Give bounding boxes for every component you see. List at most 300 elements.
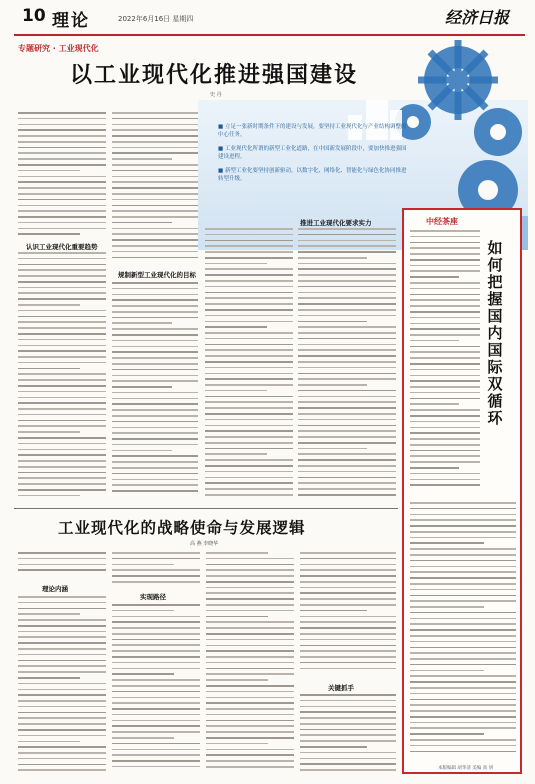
text-line	[206, 737, 294, 739]
text-line	[205, 240, 293, 242]
body-column	[112, 282, 198, 502]
text-line	[18, 495, 80, 497]
text-line	[205, 338, 293, 340]
text-line	[410, 270, 480, 272]
text-line	[298, 332, 396, 334]
text-line	[18, 310, 106, 312]
text-line	[112, 135, 198, 137]
text-line	[410, 531, 516, 533]
text-line	[410, 618, 516, 620]
text-line	[300, 610, 367, 612]
text-line	[18, 631, 106, 633]
text-line	[18, 660, 106, 662]
text-line	[206, 581, 294, 583]
body-column	[298, 228, 396, 502]
text-line	[18, 454, 106, 456]
text-line	[298, 263, 396, 265]
body-column	[112, 112, 198, 266]
text-line	[300, 575, 396, 577]
sidebar-body	[410, 502, 516, 760]
text-line	[410, 455, 480, 457]
text-line	[410, 259, 480, 261]
text-line	[298, 349, 396, 351]
text-line	[298, 280, 396, 282]
text-line	[298, 303, 396, 305]
text-line	[205, 396, 293, 398]
body-column	[18, 252, 106, 502]
text-line	[300, 633, 396, 635]
text-line	[112, 112, 198, 114]
text-line	[410, 508, 516, 510]
text-line	[410, 276, 459, 278]
text-line	[18, 269, 106, 271]
text-line	[112, 650, 200, 652]
text-line	[298, 268, 396, 270]
text-line	[410, 450, 480, 452]
title-char: 国	[487, 307, 503, 325]
text-line	[410, 595, 516, 597]
text-line	[112, 147, 198, 149]
text-line	[112, 288, 198, 290]
text-line	[18, 350, 106, 352]
text-line	[18, 339, 106, 341]
text-line	[205, 344, 293, 346]
text-line	[18, 158, 106, 160]
text-line	[112, 415, 198, 417]
text-line	[410, 542, 484, 544]
text-line	[298, 240, 396, 242]
second-byline: 高 燕 李晓华	[190, 541, 219, 547]
text-line	[410, 670, 484, 672]
text-line	[112, 685, 200, 687]
text-line	[205, 448, 293, 450]
text-line	[410, 629, 516, 631]
text-line	[298, 309, 396, 311]
text-line	[205, 361, 293, 363]
text-line	[18, 729, 106, 731]
text-line	[410, 299, 480, 301]
text-line	[206, 656, 294, 658]
text-line	[298, 436, 396, 438]
text-line	[205, 321, 293, 323]
text-line	[112, 569, 200, 571]
text-line	[205, 367, 293, 369]
text-line	[112, 380, 198, 382]
text-line	[112, 124, 198, 126]
text-line	[410, 288, 480, 290]
text-line	[205, 280, 293, 282]
text-line	[205, 234, 293, 236]
text-line	[18, 489, 106, 491]
text-line	[298, 228, 396, 230]
text-line	[18, 671, 106, 673]
text-line	[298, 367, 396, 369]
text-line	[112, 245, 198, 247]
text-line	[410, 236, 480, 238]
text-line	[410, 351, 480, 353]
sidebar-vertical-title	[484, 240, 506, 427]
text-line	[410, 537, 516, 539]
text-line	[18, 327, 106, 329]
text-line	[206, 708, 294, 710]
text-line	[18, 385, 106, 387]
sidebar-box	[402, 208, 522, 774]
title-char: 国	[487, 341, 503, 359]
text-line	[410, 294, 480, 296]
text-line	[300, 598, 396, 600]
text-line	[18, 414, 106, 416]
text-line	[298, 326, 396, 328]
subhead: 理论内涵	[42, 585, 68, 593]
text-line	[112, 760, 200, 762]
text-line	[18, 345, 106, 347]
text-line	[410, 444, 480, 446]
text-line	[205, 488, 293, 490]
text-line	[300, 740, 396, 742]
text-line	[112, 725, 200, 727]
text-line	[112, 340, 198, 342]
text-line	[300, 656, 396, 658]
text-line	[112, 392, 198, 394]
text-line	[18, 746, 106, 748]
text-line	[18, 648, 106, 650]
text-line	[112, 444, 198, 446]
text-line	[112, 749, 200, 751]
text-line	[410, 687, 516, 689]
text-line	[18, 460, 106, 462]
text-line	[18, 443, 106, 445]
text-line	[112, 158, 172, 160]
text-line	[112, 228, 198, 230]
text-line	[112, 610, 174, 612]
text-line	[205, 286, 293, 288]
text-line	[410, 380, 480, 382]
text-line	[298, 355, 396, 357]
text-line	[112, 450, 172, 452]
text-line	[112, 766, 200, 768]
text-line	[298, 378, 396, 380]
text-line	[112, 164, 198, 166]
text-line	[298, 401, 396, 403]
text-line	[410, 548, 516, 550]
text-line	[205, 349, 293, 351]
text-line	[205, 465, 293, 467]
title-char: 双	[487, 375, 503, 393]
text-line	[410, 525, 516, 527]
text-line	[205, 257, 293, 259]
text-line	[112, 552, 200, 554]
text-line	[205, 430, 293, 432]
text-line	[205, 442, 293, 444]
text-line	[410, 647, 516, 649]
text-line	[300, 734, 396, 736]
text-line	[18, 723, 106, 725]
text-line	[206, 616, 268, 618]
text-line	[112, 639, 200, 641]
text-line	[112, 467, 198, 469]
text-line	[410, 230, 480, 232]
text-line	[410, 566, 516, 568]
text-line	[206, 714, 294, 716]
text-line	[112, 239, 198, 241]
text-line	[18, 275, 106, 277]
text-line	[18, 368, 80, 370]
text-line	[298, 384, 367, 386]
text-line	[410, 328, 480, 330]
text-line	[205, 303, 293, 305]
body-column	[300, 552, 396, 678]
text-line	[300, 694, 396, 696]
page-number: 10	[22, 6, 46, 26]
text-line	[205, 326, 267, 328]
text-line	[18, 758, 106, 760]
text-line	[410, 265, 480, 267]
text-line	[410, 606, 484, 608]
text-line	[18, 112, 106, 114]
text-line	[205, 453, 267, 455]
subhead: 关键抓手	[328, 684, 354, 692]
text-line	[112, 233, 198, 235]
text-line	[410, 716, 516, 718]
callout-3: ■ 新型工业化要坚持创新驱动，以数字化、网络化、智能化与绿色化协同推进转型升级。	[218, 168, 407, 182]
text-line	[300, 769, 396, 771]
text-line	[298, 465, 396, 467]
text-line	[206, 685, 294, 687]
text-line	[205, 477, 293, 479]
text-line	[300, 552, 396, 554]
text-line	[18, 665, 106, 667]
text-line	[18, 129, 106, 131]
text-line	[18, 472, 106, 474]
text-line	[112, 737, 174, 739]
text-line	[410, 722, 516, 724]
text-line	[112, 351, 198, 353]
text-line	[112, 604, 200, 606]
text-line	[18, 769, 106, 771]
text-line	[410, 415, 480, 417]
text-line	[206, 760, 294, 762]
text-line	[298, 297, 396, 299]
subhead: 推进工业现代化要求实力	[300, 219, 372, 227]
text-line	[300, 723, 396, 725]
text-line	[18, 264, 106, 266]
text-line	[300, 700, 396, 702]
text-line	[300, 627, 396, 629]
text-line	[112, 403, 198, 405]
text-line	[112, 621, 200, 623]
text-line	[206, 633, 294, 635]
text-line	[18, 712, 106, 714]
text-line	[112, 455, 198, 457]
callout-1: ■ 立足一张新时期条件下的建设与发展，要坚持工业现代化与产业结构调整的中心任务。	[218, 124, 407, 138]
text-line	[205, 413, 293, 415]
text-line	[18, 233, 80, 235]
text-line	[18, 596, 106, 598]
text-line	[410, 369, 480, 371]
text-line	[112, 575, 200, 577]
text-line	[112, 187, 198, 189]
text-line	[18, 356, 106, 358]
text-line	[18, 700, 106, 702]
text-line	[298, 453, 396, 455]
text-line	[18, 210, 106, 212]
text-line	[18, 362, 106, 364]
text-line	[300, 581, 396, 583]
text-line	[112, 210, 198, 212]
text-line	[18, 205, 106, 207]
text-line	[300, 668, 396, 670]
text-line	[410, 323, 480, 325]
text-line	[18, 164, 106, 166]
text-line	[112, 311, 198, 313]
section-name: 理论	[52, 11, 90, 31]
text-line	[410, 612, 516, 614]
text-line	[410, 282, 480, 284]
title-char: 循	[487, 392, 503, 410]
text-line	[410, 727, 516, 729]
text-line	[18, 298, 106, 300]
text-line	[410, 664, 516, 666]
text-line	[18, 613, 80, 615]
text-line	[112, 176, 198, 178]
text-line	[206, 564, 294, 566]
text-line	[112, 697, 200, 699]
text-line	[112, 743, 200, 745]
text-line	[112, 484, 198, 486]
text-line	[205, 263, 267, 265]
text-line	[18, 706, 106, 708]
second-headline: 工业现代化的战略使命与发展逻辑	[58, 518, 306, 537]
text-line	[206, 731, 294, 733]
text-line	[112, 216, 198, 218]
text-line	[112, 656, 200, 658]
text-line	[298, 494, 396, 496]
sidebar-body	[410, 230, 480, 494]
text-line	[112, 581, 200, 583]
text-line	[410, 514, 516, 516]
text-line	[206, 587, 294, 589]
text-line	[112, 662, 200, 664]
text-line	[410, 334, 480, 336]
text-line	[112, 432, 198, 434]
text-line	[18, 333, 106, 335]
text-line	[300, 717, 396, 719]
text-line	[205, 494, 293, 496]
text-line	[410, 363, 480, 365]
text-line	[18, 449, 106, 451]
issue-date: 2022年6月16日 星期四	[118, 15, 194, 23]
text-line	[298, 373, 396, 375]
text-line	[298, 459, 396, 461]
subhead: 认识工业现代化重要趋势	[26, 243, 98, 251]
text-line	[300, 592, 396, 594]
text-line	[206, 668, 294, 670]
text-line	[112, 473, 198, 475]
text-line	[300, 639, 396, 641]
text-line	[410, 519, 516, 521]
body-column	[18, 112, 106, 240]
text-line	[298, 390, 396, 392]
text-line	[206, 743, 268, 745]
text-line	[112, 363, 198, 365]
text-line	[410, 409, 480, 411]
text-line	[112, 644, 200, 646]
newspaper-logo: 经济日报	[444, 8, 509, 27]
text-line	[112, 668, 200, 670]
article-divider	[14, 508, 398, 509]
masthead-rule	[14, 34, 525, 36]
text-line	[18, 569, 106, 571]
text-line	[205, 471, 293, 473]
text-line	[206, 679, 268, 681]
text-line	[112, 673, 174, 675]
text-line	[112, 222, 172, 224]
text-line	[112, 294, 198, 296]
text-line	[18, 764, 106, 766]
text-line	[298, 442, 396, 444]
text-line	[112, 299, 198, 301]
text-line	[410, 346, 480, 348]
text-line	[298, 292, 396, 294]
text-line	[206, 697, 294, 699]
text-line	[112, 199, 198, 201]
text-line	[206, 575, 294, 577]
text-line	[112, 386, 172, 388]
text-line	[112, 205, 198, 207]
text-line	[410, 432, 480, 434]
text-line	[18, 258, 106, 260]
text-line	[300, 729, 396, 731]
text-line	[410, 375, 480, 377]
text-line	[18, 170, 80, 172]
text-line	[18, 222, 106, 224]
text-line	[18, 683, 106, 685]
text-line	[206, 627, 294, 629]
text-line	[18, 625, 106, 627]
text-line	[300, 569, 396, 571]
text-line	[410, 479, 480, 481]
text-line	[205, 251, 293, 253]
text-line	[410, 427, 480, 429]
text-line	[410, 623, 516, 625]
text-line	[410, 403, 459, 405]
text-line	[18, 636, 106, 638]
text-line	[300, 758, 396, 760]
text-line	[298, 344, 396, 346]
text-line	[206, 610, 294, 612]
text-line	[18, 124, 106, 126]
text-line	[112, 731, 200, 733]
text-line	[410, 675, 516, 677]
title-char: 内	[487, 324, 503, 342]
text-line	[112, 691, 200, 693]
text-line	[298, 430, 396, 432]
text-line	[18, 316, 106, 318]
text-line	[18, 228, 106, 230]
text-line	[18, 391, 106, 393]
text-line	[206, 702, 294, 704]
text-line	[410, 461, 480, 463]
text-line	[300, 616, 396, 618]
text-line	[410, 600, 516, 602]
text-line	[205, 245, 293, 247]
text-line	[205, 355, 293, 357]
text-line	[205, 228, 293, 230]
text-line	[112, 490, 198, 492]
text-line	[300, 645, 396, 647]
text-line	[410, 317, 480, 319]
text-line	[112, 305, 198, 307]
